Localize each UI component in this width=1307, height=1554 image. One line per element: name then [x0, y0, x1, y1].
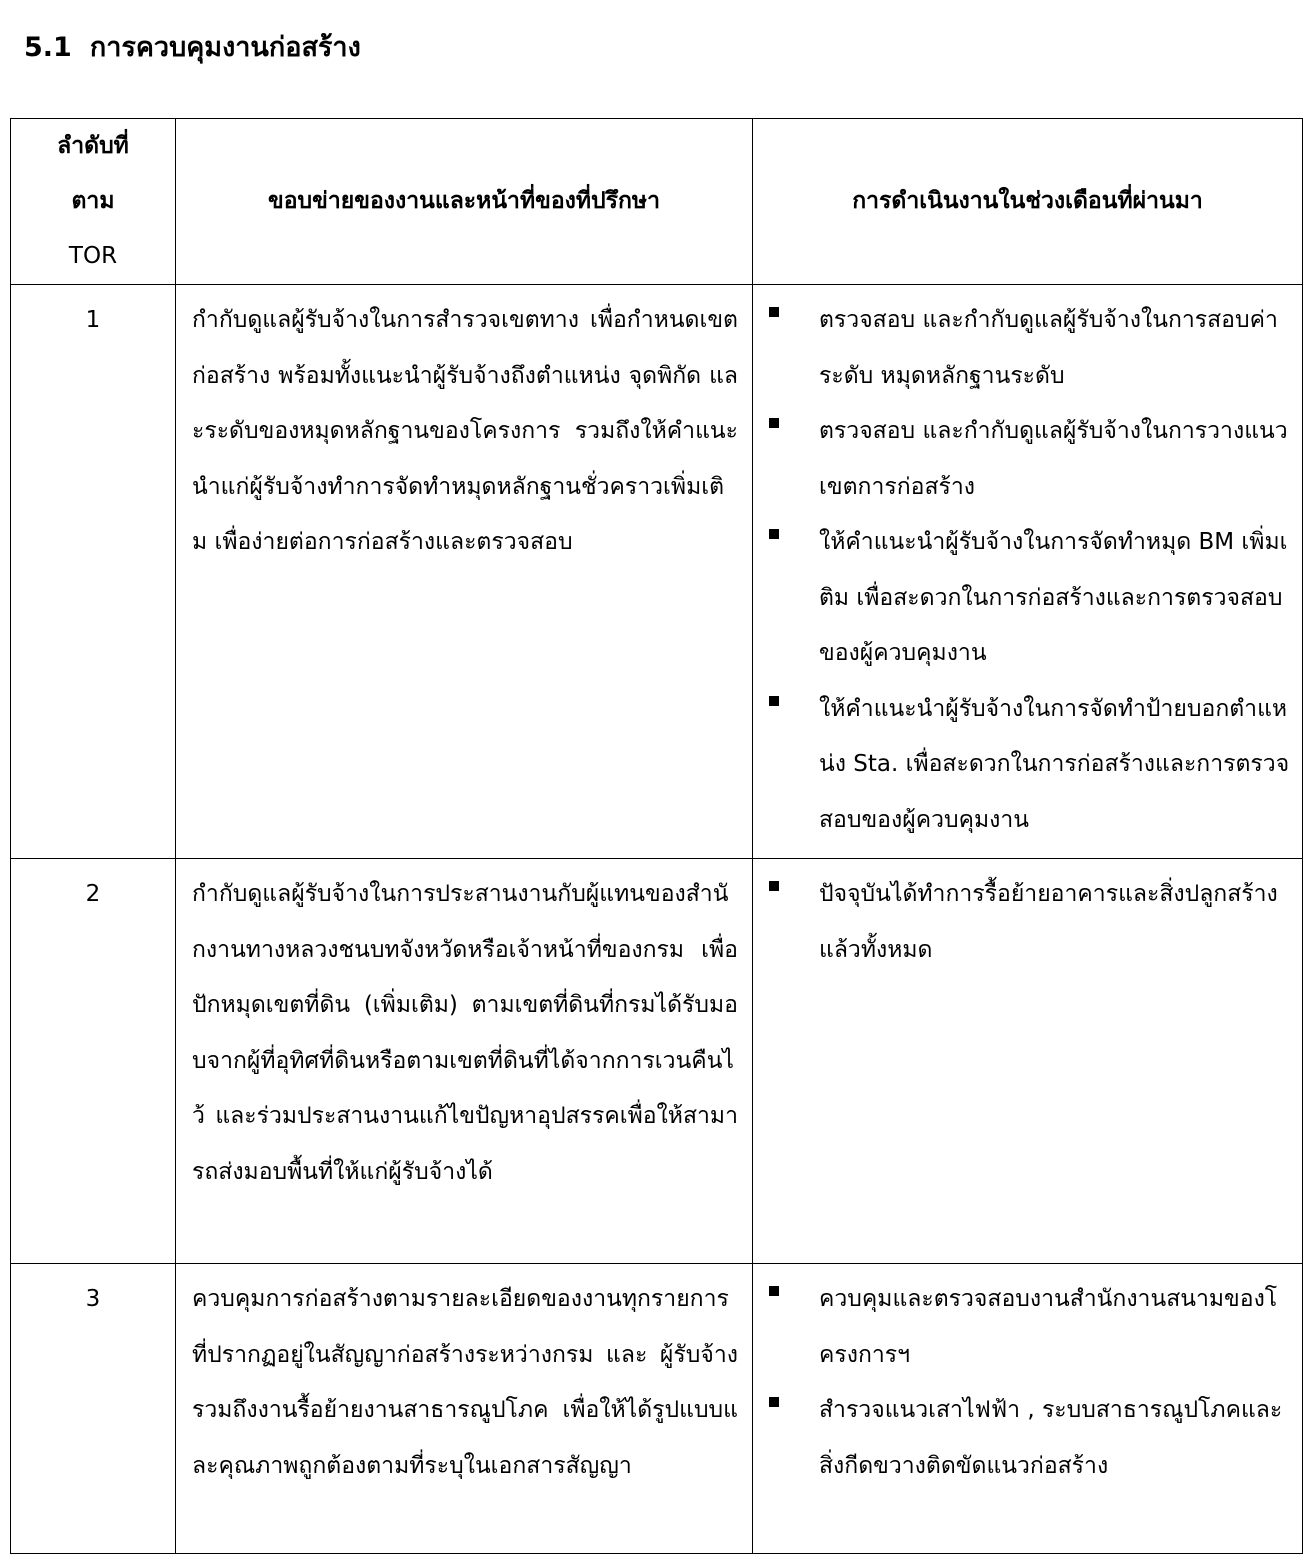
header-work: การดำเนินงานในช่วงเดือนที่ผ่านมา	[753, 119, 1303, 285]
supervision-table	[10, 118, 1303, 1554]
table-header-row	[11, 119, 1303, 285]
work-bullet-text: ปัจจุบันได้ทำการรื้อย้ายอาคารและสิ่งปลูกสร้างแล้วทั้งหมด	[819, 881, 1278, 963]
square-bullet-icon	[769, 1397, 779, 1407]
row-work	[753, 285, 1303, 859]
work-bullet-list	[763, 1272, 1290, 1494]
table-row	[11, 285, 1303, 859]
row-scope: ควบคุมการก่อสร้างตามรายละเอียดของงานทุกรายการที่ปรากฏอยู่ในสัญญาก่อสร้างระหว่างกรม และ ผู้รับจ้าง รวมถึงงานรื้อย้ายงานสาธารณูปโภค เพื่อให้ได้รูปแบบและคุณภาพถูกต้องตามที่ระบุในเอกสารสัญญา	[176, 1264, 753, 1554]
square-bullet-icon	[769, 307, 779, 317]
work-bullet-item	[763, 867, 1290, 978]
table-row	[11, 1264, 1303, 1554]
table-row	[11, 859, 1303, 1264]
work-bullet-item	[763, 293, 1290, 404]
square-bullet-icon	[769, 529, 779, 539]
header-item-line: ลำดับที่	[57, 133, 129, 159]
row-number: 2	[11, 859, 176, 1264]
work-bullet-item	[763, 682, 1290, 849]
work-bullet-list	[763, 867, 1290, 978]
work-bullet-item	[763, 1272, 1290, 1383]
work-bullet-text: สำรวจแนวเสาไฟฟ้า , ระบบสาธารณูปโภคและสิ่งกีดขวางติดขัดแนวก่อสร้าง	[819, 1397, 1283, 1479]
row-work	[753, 1264, 1303, 1554]
row-work	[753, 859, 1303, 1264]
work-bullet-text: ตรวจสอบ และกำกับดูแลผู้รับจ้างในการวางแนวเขตการก่อสร้าง	[819, 418, 1288, 500]
square-bullet-icon	[769, 696, 779, 706]
work-bullet-item	[763, 515, 1290, 682]
square-bullet-icon	[769, 1286, 779, 1296]
work-bullet-item	[763, 1383, 1290, 1494]
work-bullet-text: ควบคุมและตรวจสอบงานสำนักงานสนามของโครงการฯ	[819, 1286, 1278, 1368]
section-heading	[24, 28, 361, 68]
row-number: 1	[11, 285, 176, 859]
row-number: 3	[11, 1264, 176, 1554]
header-item-line: TOR	[68, 243, 118, 269]
section-title: การควบคุมงานก่อสร้าง	[89, 32, 361, 63]
work-bullet-item	[763, 404, 1290, 515]
header-scope: ขอบข่ายของงานและหน้าที่ของที่ปรึกษา	[176, 119, 753, 285]
work-bullet-text: ให้คำแนะนำผู้รับจ้างในการจัดทำหมุด BM เพิ่มเติม เพื่อสะดวกในการก่อสร้างและการตรวจสอบของผู้ควบคุมงาน	[819, 529, 1288, 666]
square-bullet-icon	[769, 881, 779, 891]
work-bullet-list	[763, 293, 1290, 848]
work-bullet-text: ให้คำแนะนำผู้รับจ้างในการจัดทำป้ายบอกตำแหน่ง Sta. เพื่อสะดวกในการก่อสร้างและการตรวจสอบของผู้ควบคุมงาน	[819, 695, 1290, 833]
header-item-number	[11, 119, 176, 285]
square-bullet-icon	[769, 418, 779, 428]
work-bullet-text: ตรวจสอบ และกำกับดูแลผู้รับจ้างในการสอบค่าระดับ หมุดหลักฐานระดับ	[819, 307, 1278, 389]
section-number: 5.1	[24, 32, 72, 63]
header-item-line: ตาม	[71, 188, 115, 214]
row-scope: กำกับดูแลผู้รับจ้างในการประสานงานกับผู้แทนของสำนักงานทางหลวงชนบทจังหวัดหรือเจ้าหน้าที่ของกรม เพื่อปักหมุดเขตที่ดิน (เพิ่มเติม) ตามเขตที่ดินที่กรมได้รับมอบจากผู้ที่อุทิศที่ดินหรือตามเขตที่ดินที่ได้จากการเวนคืนไว้ และร่วมประสานงานแก้ไขปัญหาอุปสรรคเพื่อให้สามารถส่งมอบพื้นที่ให้แก่ผู้รับจ้างได้	[176, 859, 753, 1264]
row-scope: กำกับดูแลผู้รับจ้างในการสำรวจเขตทาง เพื่อกำหนดเขตก่อสร้าง พร้อมทั้งแนะนำผู้รับจ้างถึงตำแหน่ง จุดพิกัด และระดับของหมุดหลักฐานของโครงการ รวมถึงให้คำแนะนำแก่ผู้รับจ้างทำการจัดทำหมุดหลักฐานชั่วคราวเพิ่มเติม เพื่อง่ายต่อการก่อสร้างและตรวจสอบ	[176, 285, 753, 859]
